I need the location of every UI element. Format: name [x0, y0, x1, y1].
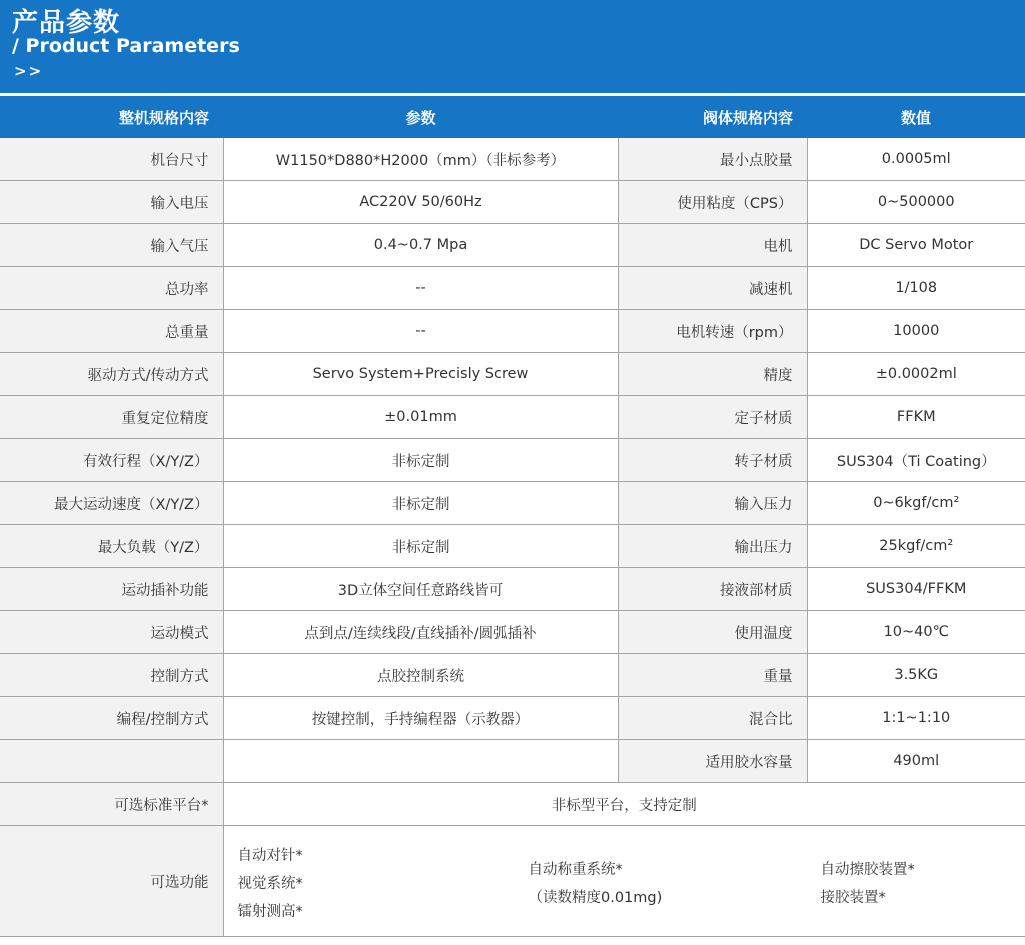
- valve-spec-value: 10~40℃: [807, 611, 1025, 654]
- machine-spec-label: 重复定位精度: [0, 396, 223, 439]
- valve-spec-value: SUS304/FFKM: [807, 568, 1025, 611]
- valve-spec-label: 使用温度: [618, 611, 807, 654]
- option-item: 镭射测高*: [237, 904, 303, 920]
- options-column-1: [238, 842, 303, 926]
- valve-spec-label: 最小点胶量: [618, 138, 807, 181]
- options-value: [223, 826, 1025, 937]
- machine-spec-value: 0.4~0.7 Mpa: [223, 224, 618, 267]
- machine-spec-value: 非标定制: [223, 439, 618, 482]
- valve-spec-label: 转子材质: [618, 439, 807, 482]
- column-header-machine-spec: 整机规格内容: [0, 96, 223, 138]
- valve-spec-label: 减速机: [618, 267, 807, 310]
- table-row: [0, 697, 1025, 740]
- option-item: （读数精度0.01mg): [528, 890, 663, 906]
- table-row-options: [0, 826, 1025, 937]
- table-row: [0, 740, 1025, 783]
- valve-spec-value: FFKM: [807, 396, 1025, 439]
- option-item: 视觉系统*: [237, 876, 303, 892]
- machine-spec-label: 总重量: [0, 310, 223, 353]
- valve-spec-label: 重量: [618, 654, 807, 697]
- double-chevron-icon: >>: [14, 62, 44, 80]
- machine-spec-label: 最大负载（Y/Z）: [0, 525, 223, 568]
- options-column-3: [821, 856, 915, 912]
- platform-label: 可选标准平台*: [0, 783, 223, 826]
- machine-spec-label: 输入气压: [0, 224, 223, 267]
- valve-spec-label: 适用胶水容量: [618, 740, 807, 783]
- machine-spec-value: ±0.01mm: [223, 396, 618, 439]
- valve-spec-label: 精度: [618, 353, 807, 396]
- table-row: [0, 568, 1025, 611]
- machine-spec-label: 总功率: [0, 267, 223, 310]
- valve-spec-label: 输出压力: [618, 525, 807, 568]
- table-row: [0, 654, 1025, 697]
- table-row-platform: [0, 783, 1025, 826]
- machine-spec-value: AC220V 50/60Hz: [223, 181, 618, 224]
- table-row: [0, 611, 1025, 654]
- machine-spec-value: [223, 740, 618, 783]
- machine-spec-label: 机台尺寸: [0, 138, 223, 181]
- machine-spec-label: 编程/控制方式: [0, 697, 223, 740]
- column-header-value: 数值: [807, 96, 1025, 138]
- valve-spec-value: 10000: [807, 310, 1025, 353]
- table-row: [0, 525, 1025, 568]
- option-item: 自动称重系统*: [528, 862, 623, 878]
- machine-spec-label: 控制方式: [0, 654, 223, 697]
- table-row: [0, 181, 1025, 224]
- machine-spec-label: 最大运动速度（X/Y/Z）: [0, 482, 223, 525]
- machine-spec-label: 运动插补功能: [0, 568, 223, 611]
- table-row: [0, 310, 1025, 353]
- table-row: [0, 138, 1025, 181]
- valve-spec-value: 0.0005ml: [807, 138, 1025, 181]
- valve-spec-label: 使用粘度（CPS）: [618, 181, 807, 224]
- machine-spec-value: 点到点/连续线段/直线插补/圆弧插补: [223, 611, 618, 654]
- machine-spec-value: 点胶控制系统: [223, 654, 618, 697]
- machine-spec-value: 非标定制: [223, 482, 618, 525]
- machine-spec-value: Servo System+Precisly Screw: [223, 353, 618, 396]
- parameters-table: [0, 96, 1025, 937]
- machine-spec-label: 运动模式: [0, 611, 223, 654]
- machine-spec-value: --: [223, 310, 618, 353]
- valve-spec-value: ±0.0002ml: [807, 353, 1025, 396]
- valve-spec-label: 电机转速（rpm）: [618, 310, 807, 353]
- valve-spec-value: 0~500000: [807, 181, 1025, 224]
- valve-spec-label: 电机: [618, 224, 807, 267]
- valve-spec-value: 25kgf/cm²: [807, 525, 1025, 568]
- valve-spec-value: DC Servo Motor: [807, 224, 1025, 267]
- table-row: [0, 482, 1025, 525]
- valve-spec-value: SUS304（Ti Coating）: [807, 439, 1025, 482]
- table-row: [0, 224, 1025, 267]
- column-header-parameter: 参数: [223, 96, 618, 138]
- machine-spec-label: 有效行程（X/Y/Z）: [0, 439, 223, 482]
- options-grid: [224, 826, 1025, 936]
- machine-spec-value: W1150*D880*H2000（mm）（非标参考）: [223, 138, 618, 181]
- page-subtitle: / Product Parameters: [12, 35, 240, 57]
- table-row: [0, 353, 1025, 396]
- table-row: [0, 396, 1025, 439]
- machine-spec-label: 驱动方式/传动方式: [0, 353, 223, 396]
- machine-spec-label: 输入电压: [0, 181, 223, 224]
- machine-spec-label: [0, 740, 223, 783]
- valve-spec-value: 1/108: [807, 267, 1025, 310]
- option-item: 接胶装置*: [820, 890, 886, 906]
- platform-value: 非标型平台，支持定制: [223, 783, 1025, 826]
- table-row: [0, 267, 1025, 310]
- valve-spec-value: 0~6kgf/cm²: [807, 482, 1025, 525]
- column-header-valve-spec: 阀体规格内容: [618, 96, 807, 138]
- machine-spec-value: 非标定制: [223, 525, 618, 568]
- option-item: 自动对针*: [237, 848, 303, 864]
- options-column-2: [529, 856, 663, 912]
- header-banner: [0, 0, 1025, 93]
- page-title: 产品参数: [12, 8, 121, 38]
- valve-spec-value: 1:1~1:10: [807, 697, 1025, 740]
- table-row: [0, 439, 1025, 482]
- valve-spec-label: 输入压力: [618, 482, 807, 525]
- table-header-row: [0, 96, 1025, 138]
- machine-spec-value: 按键控制，手持编程器（示教器）: [223, 697, 618, 740]
- option-item: 自动擦胶装置*: [820, 862, 915, 878]
- machine-spec-value: 3D立体空间任意路线皆可: [223, 568, 618, 611]
- valve-spec-label: 接液部材质: [618, 568, 807, 611]
- valve-spec-value: 3.5KG: [807, 654, 1025, 697]
- valve-spec-value: 490ml: [807, 740, 1025, 783]
- valve-spec-label: 定子材质: [618, 396, 807, 439]
- options-label: 可选功能: [0, 826, 223, 937]
- valve-spec-label: 混合比: [618, 697, 807, 740]
- machine-spec-value: --: [223, 267, 618, 310]
